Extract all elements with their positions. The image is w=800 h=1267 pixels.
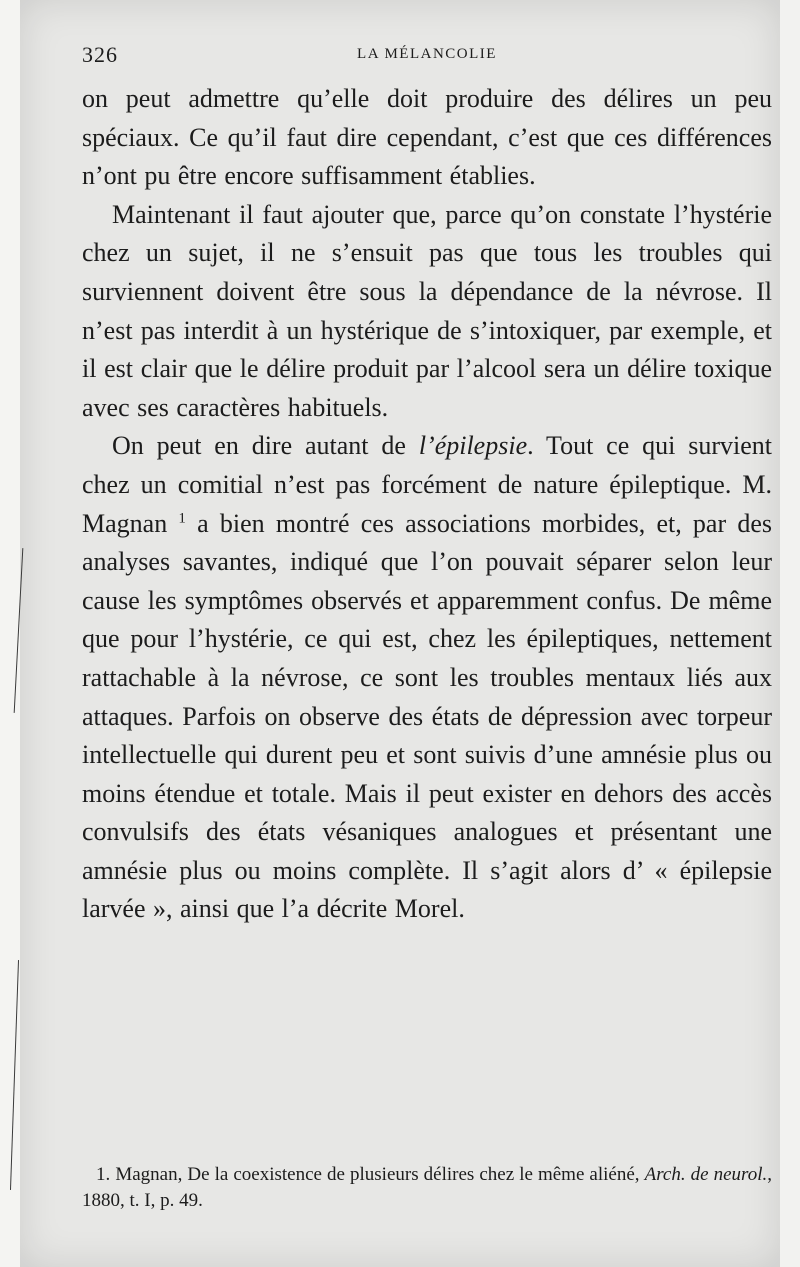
emphasis-epilepsie: l’épilepsie: [418, 431, 528, 461]
footnote-text: Magnan, De la coexistence de plusieurs délires chez le même aliéné,: [115, 1164, 645, 1185]
paragraph-continuation: on peut admettre qu’elle doit produire des délires un peu spéciaux. Ce qu’il faut dire cependant, c’est que ces différences n’ont pu être encore suffisamment établies.: [82, 84, 772, 191]
page-number: 326: [82, 42, 118, 67]
paragraph-epilepsy: [82, 427, 772, 929]
footnotes: [82, 1162, 772, 1214]
paragraph-epilepsy-lead: On peut en dire autant de: [112, 431, 419, 461]
page-edge-right: [780, 0, 800, 1267]
footnote-journal: Arch. de neurol.: [644, 1164, 768, 1185]
footnote-1: [82, 1162, 772, 1214]
book-page: [20, 0, 780, 1267]
footnote-citation: , 1880, t. I, p. 49.: [82, 1164, 773, 1211]
page-header: [82, 42, 772, 72]
footnote-number: 1.: [96, 1164, 111, 1185]
paragraph-epilepsy-middle: . Tout ce qui survient chez un comitial n’est pas forcément de nature épileptique. M. Magnan: [82, 431, 772, 538]
paragraph-hysteria: Maintenant il faut ajouter que, parce qu’on constate l’hystérie chez un sujet, il ne s’ensuit pas que tous les troubles qui surviennent doivent être sous la dépendance de la névrose. Il n’est pas interdit à un hystérique de s’intoxiquer, par exemple, et il est clair que le délire produit par l’alcool sera un délire toxique avec ses caractères habituels.: [82, 199, 772, 422]
running-title: LA MÉLANCOLIE: [357, 46, 497, 62]
paragraph-epilepsy-rest: a bien montré ces associations morbides, et, par des analyses savantes, indiqué que l’on pouvait séparer selon leur cause les symptômes observés et apparemment confus. De même que pour l’hystérie, ce qui est, chez les épileptiques, nettement rattachable à la névrose, ce sont les troubles mentaux liés aux attaques. Parfois on observe des états de dépression avec torpeur intellectuelle qui durent peu et sont suivis d’une amnésie plus ou moins étendue et totale. Mais il peut exister en dehors des accès convulsifs des états vésaniques analogues et présentant une amnésie plus ou moins complète. Il s’agit alors d’ « épilepsie larvée », ainsi que l’a décrite Morel.: [82, 508, 772, 924]
footnote-reference: 1: [178, 509, 186, 526]
body-text: [82, 80, 772, 929]
